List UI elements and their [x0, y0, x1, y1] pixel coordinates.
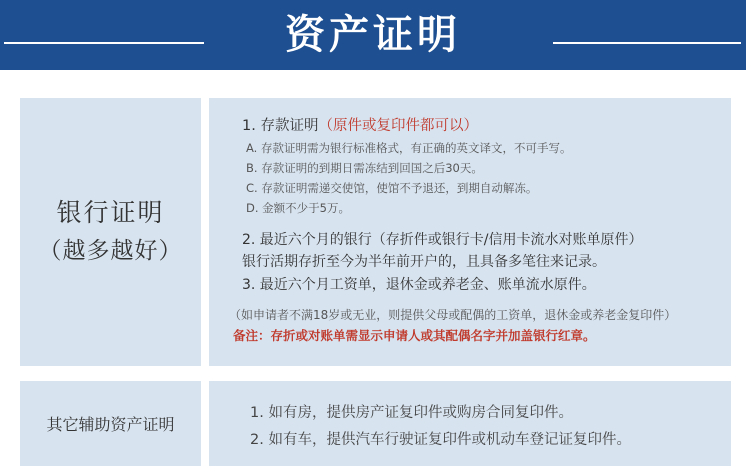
payslip-item: 3. 最近六个月工资单，退休金或养老金、账单流水原件。	[242, 277, 596, 293]
car-proof-item: 2. 如有车，提供汽车行驶证复印件或机动车登记证复印件。	[250, 432, 631, 448]
bank-statement-item: 2. 最近六个月的银行（存折件或银行卡/信用卡流水对账单原件）	[242, 232, 643, 248]
other-assets-label	[20, 381, 201, 466]
deposit-requirement-a: A. 存款证明需为银行标准格式，有正确的英文译文，不可手写。	[246, 141, 572, 155]
other-assets-label-text: 其它辅助资产证明	[46, 415, 175, 434]
deposit-requirement-b: B. 存款证明的到期日需冻结到回国之后30天。	[246, 161, 483, 175]
minor-applicant-note: （如申请者不满18岁或无业，则提供父母或配偶的工资单，退休金或养老金复印件）	[229, 308, 677, 322]
bank-proof-label-line2: （越多越好）	[38, 238, 183, 264]
deposit-requirement-d: D. 金额不少于5万。	[246, 201, 350, 215]
bank-statement-detail: 银行活期存折至今为半年前开户的，且具备多笔往来记录。	[242, 254, 606, 270]
bank-proof-content	[209, 98, 731, 366]
house-proof-item: 1. 如有房，提供房产证复印件或购房合同复印件。	[250, 405, 573, 421]
deposit-certificate-title: 1. 存款证明	[242, 118, 319, 134]
deposit-certificate-heading	[242, 114, 478, 135]
bank-proof-label-line1: 银行证明	[56, 198, 165, 227]
header-banner	[0, 0, 746, 70]
bank-stamp-remark: 备注：存折或对账单需显示申请人或其配偶名字并加盖银行红章。	[233, 328, 596, 343]
other-assets-content	[209, 381, 731, 466]
deposit-certificate-note: （原件或复印件都可以）	[318, 118, 478, 134]
page-title: 资产证明	[285, 12, 461, 58]
bank-proof-label	[20, 98, 201, 366]
deposit-requirement-c: C. 存款证明需递交使馆，使馆不予退还，到期自动解冻。	[246, 181, 538, 195]
